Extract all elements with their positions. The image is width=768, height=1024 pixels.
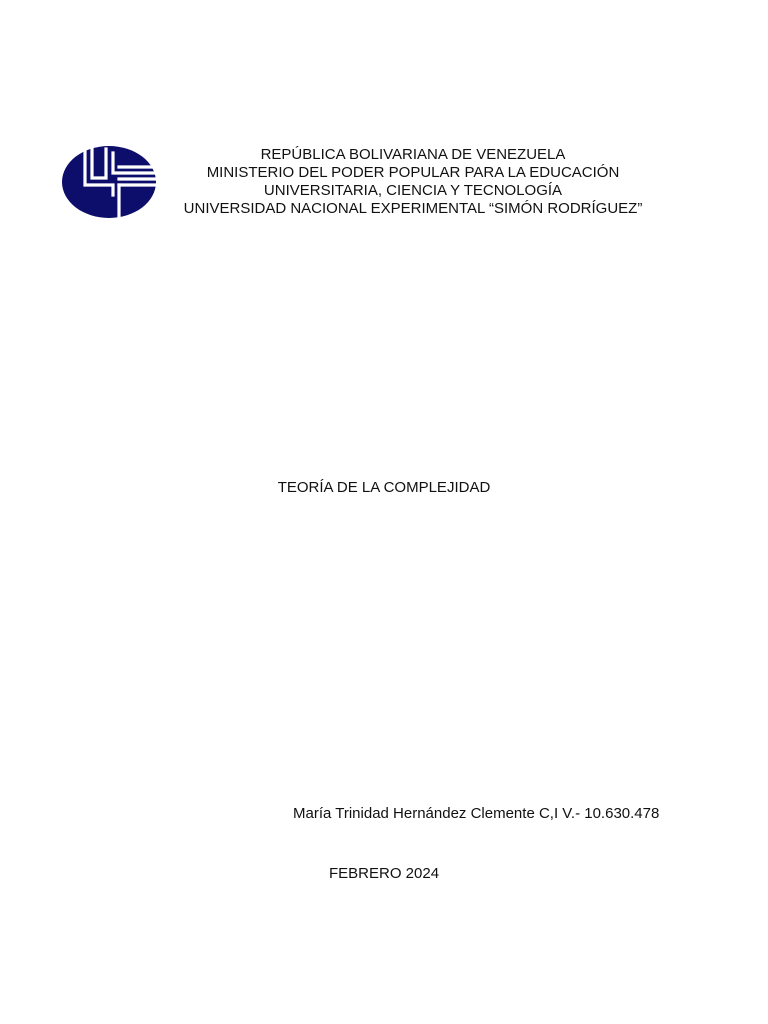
author-line: María Trinidad Hernández Clemente C,I V.- 10.630.478 [293, 805, 660, 822]
university-logo-icon [61, 145, 157, 219]
header-line-ministry: MINISTERIO DEL PODER POPULAR PARA LA EDUCACIÓN [206, 164, 620, 181]
header-line-ministry-cont: UNIVERSITARIA, CIENCIA Y TECNOLOGÍA [263, 182, 563, 199]
header-line-university: UNIVERSIDAD NACIONAL EXPERIMENTAL “SIMÓN RODRÍGUEZ” [183, 200, 643, 217]
document-title: TEORÍA DE LA COMPLEJIDAD [277, 479, 491, 496]
institution-header [160, 146, 666, 218]
document-date: FEBRERO 2024 [329, 865, 440, 882]
header-line-republic: REPÚBLICA BOLIVARIANA DE VENEZUELA [260, 146, 566, 163]
